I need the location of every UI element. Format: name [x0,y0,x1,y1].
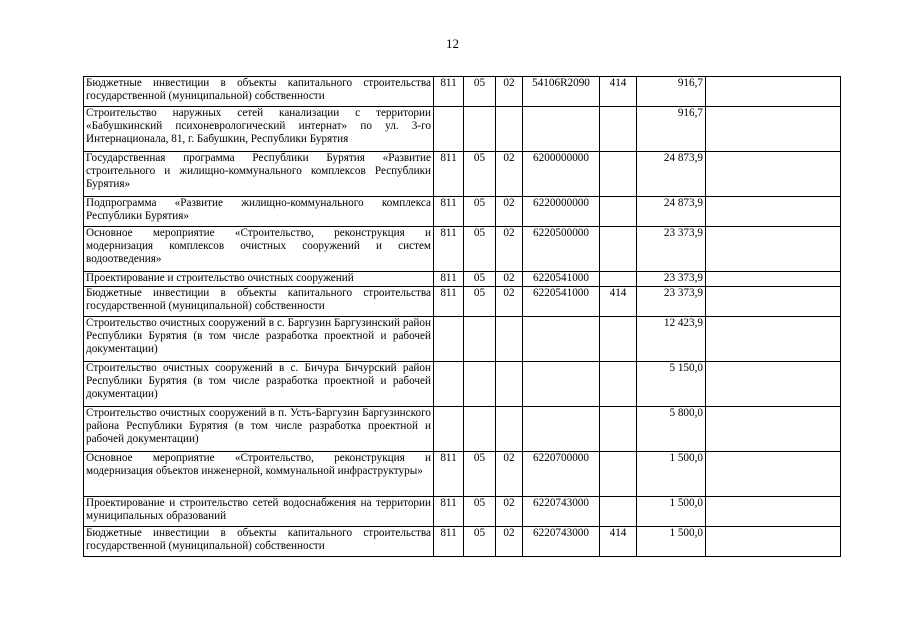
empty-column-cell [706,197,841,227]
row-name-cell: Бюджетные инвестиции в объекты капитального строительства государственной (муниципальной) собственности [84,527,434,557]
section-code-cell: 05 [464,497,496,527]
table-row [84,287,841,317]
section-code-cell [464,317,496,362]
target-article-cell: 6220743000 [523,527,600,557]
page-number: 12 [446,36,459,51]
expense-type-cell [600,407,637,452]
row-name-cell: Проектирование и строительство очистных сооружений [84,272,434,287]
expense-type-cell [600,272,637,287]
empty-column-cell [706,77,841,107]
section-code-cell: 05 [464,227,496,272]
section-code-cell: 05 [464,452,496,497]
subsection-code-cell [496,317,523,362]
amount-cell: 23 373,9 [637,272,706,287]
empty-column-cell [706,407,841,452]
amount-cell: 12 423,9 [637,317,706,362]
empty-column-cell [706,527,841,557]
subsection-code-cell: 02 [496,497,523,527]
row-name-cell: Проектирование и строительство сетей водоснабжения на территории муниципальных образований [84,497,434,527]
row-name-cell: Строительство очистных сооружений в с. Бичура Бичурский район Республики Бурятия (в том числе разработка проектной и рабочей документации) [84,362,434,407]
ministry-code-cell: 811 [434,227,464,272]
subsection-code-cell: 02 [496,152,523,197]
amount-cell: 916,7 [637,77,706,107]
ministry-code-cell [434,362,464,407]
expense-type-cell [600,497,637,527]
ministry-code-cell [434,407,464,452]
table-row [84,317,841,362]
target-article-cell: 6220700000 [523,452,600,497]
amount-cell: 5 150,0 [637,362,706,407]
subsection-code-cell: 02 [496,287,523,317]
subsection-code-cell [496,407,523,452]
subsection-code-cell: 02 [496,527,523,557]
subsection-code-cell: 02 [496,272,523,287]
expense-type-cell: 414 [600,287,637,317]
target-article-cell: 6220500000 [523,227,600,272]
empty-column-cell [706,272,841,287]
row-name-cell: Бюджетные инвестиции в объекты капитального строительства государственной (муниципальной) собственности [84,287,434,317]
ministry-code-cell: 811 [434,527,464,557]
expense-type-cell [600,452,637,497]
ministry-code-cell: 811 [434,197,464,227]
empty-column-cell [706,362,841,407]
table-row [84,107,841,152]
row-name-cell: Государственная программа Республики Бурятия «Развитие строительного и жилищно-коммунального комплексов Республики Бурятия» [84,152,434,197]
target-article-cell: 6220743000 [523,497,600,527]
expense-type-cell [600,107,637,152]
empty-column-cell [706,497,841,527]
ministry-code-cell: 811 [434,152,464,197]
subsection-code-cell: 02 [496,227,523,272]
ministry-code-cell [434,317,464,362]
expense-type-cell: 414 [600,527,637,557]
ministry-code-cell: 811 [434,272,464,287]
subsection-code-cell: 02 [496,452,523,497]
target-article-cell [523,317,600,362]
amount-cell: 1 500,0 [637,452,706,497]
ministry-code-cell: 811 [434,287,464,317]
section-code-cell [464,407,496,452]
target-article-cell [523,362,600,407]
ministry-code-cell: 811 [434,452,464,497]
table-row [84,272,841,287]
expense-type-cell [600,152,637,197]
row-name-cell: Подпрограмма «Развитие жилищно-коммунального комплекса Республики Бурятия» [84,197,434,227]
target-article-cell [523,407,600,452]
section-code-cell [464,107,496,152]
amount-cell: 23 373,9 [637,287,706,317]
row-name-cell: Строительство очистных сооружений в с. Баргузин Баргузинский район Республики Бурятия (в том числе разработка проектной и рабочей документации) [84,317,434,362]
section-code-cell: 05 [464,272,496,287]
row-name-cell: Основное мероприятие «Строительство, реконструкция и модернизация объектов инженерной, коммунальной инфраструктуры» [84,452,434,497]
empty-column-cell [706,452,841,497]
table-row [84,197,841,227]
table-row [84,77,841,107]
amount-cell: 24 873,9 [637,197,706,227]
amount-cell: 916,7 [637,107,706,152]
expense-type-cell [600,227,637,272]
table-row [84,407,841,452]
target-article-cell: 6220000000 [523,197,600,227]
section-code-cell: 05 [464,287,496,317]
table-row [84,527,841,557]
target-article-cell: 6220541000 [523,287,600,317]
empty-column-cell [706,107,841,152]
amount-cell: 1 500,0 [637,497,706,527]
table-row [84,497,841,527]
table-row [84,227,841,272]
empty-column-cell [706,317,841,362]
section-code-cell: 05 [464,527,496,557]
row-name-cell: Строительство очистных сооружений в п. Усть-Баргузин Баргузинского района Республики Бурятия (в том числе разработка проектной и рабочей документации) [84,407,434,452]
row-name-cell: Бюджетные инвестиции в объекты капитального строительства государственной (муниципальной) собственности [84,77,434,107]
table-row [84,152,841,197]
ministry-code-cell: 811 [434,497,464,527]
section-code-cell: 05 [464,152,496,197]
subsection-code-cell: 02 [496,197,523,227]
empty-column-cell [706,287,841,317]
target-article-cell [523,107,600,152]
ministry-code-cell: 811 [434,77,464,107]
subsection-code-cell: 02 [496,77,523,107]
empty-column-cell [706,227,841,272]
empty-column-cell [706,152,841,197]
section-code-cell [464,362,496,407]
target-article-cell: 6220541000 [523,272,600,287]
amount-cell: 23 373,9 [637,227,706,272]
target-article-cell: 54106R2090 [523,77,600,107]
row-name-cell: Основное мероприятие «Строительство, реконструкция и модернизация комплексов очистных сооружений и систем водоотведения» [84,227,434,272]
subsection-code-cell [496,362,523,407]
section-code-cell: 05 [464,77,496,107]
amount-cell: 24 873,9 [637,152,706,197]
budget-table [83,76,841,557]
expense-type-cell [600,197,637,227]
amount-cell: 1 500,0 [637,527,706,557]
subsection-code-cell [496,107,523,152]
expense-type-cell [600,317,637,362]
expense-type-cell: 414 [600,77,637,107]
table-row [84,452,841,497]
ministry-code-cell [434,107,464,152]
target-article-cell: 6200000000 [523,152,600,197]
expense-type-cell [600,362,637,407]
table-row [84,362,841,407]
section-code-cell: 05 [464,197,496,227]
amount-cell: 5 800,0 [637,407,706,452]
row-name-cell: Строительство наружных сетей канализации с территории «Бабушкинский психоневрологический интернат» по ул. 3-го Интернационала, 81, г. Бабушкин, Республики Бурятия [84,107,434,152]
